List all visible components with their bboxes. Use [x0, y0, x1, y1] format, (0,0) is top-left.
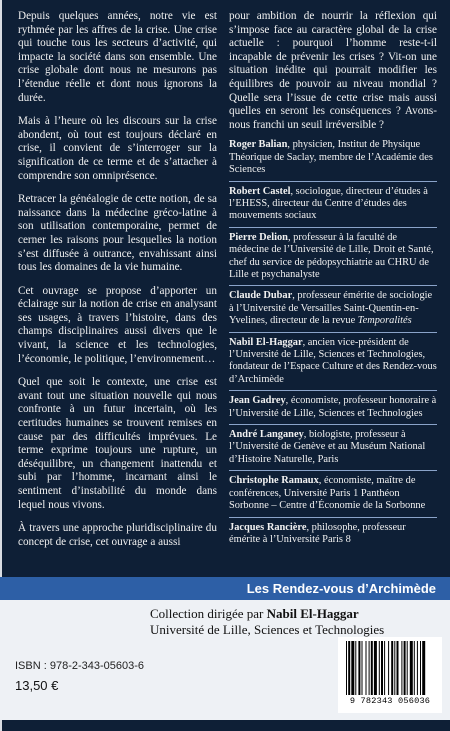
author-description: , ancien vice-président de l’Université de Lille, Sciences et Technologies, fondateur de l’Espace Culture et des Rendez-vous d’Archimède: [229, 336, 437, 385]
blurb-paragraph: Retracer la généalogie de cette notion, de sa naissance dans la médecine gréco-latine à son utilisation contemporaine, permet de cerner les raisons pour lesquelles la notion s’est diffusée à outrance, envahissant ainsi tous les domaines de la vie humaine.: [18, 193, 217, 274]
blurb-paragraph: À travers une approche pluridisciplinaire du concept de crise, cet ouvrage a aussi: [18, 522, 217, 548]
barcode-bar: [371, 641, 373, 695]
author-description: , sociologue, directeur d’études à l’EHESS, directeur du Centre d’études des mouvements sociaux: [229, 185, 428, 222]
author-name: Roger Balian: [229, 139, 288, 151]
series-title: Les Rendez-vous d’Archimède: [0, 577, 450, 600]
author-name: Jean Gadrey: [229, 395, 286, 407]
author-entry: [229, 337, 437, 392]
author-entry: [229, 139, 437, 181]
collection-director: Nabil El-Haggar: [266, 606, 359, 621]
barcode-bar: [404, 641, 406, 695]
price: 13,50 €: [15, 678, 59, 693]
author-name: Nabil El-Haggar: [229, 336, 303, 348]
barcode-bar: [355, 641, 356, 695]
author-entry: [229, 395, 437, 425]
collection-institution: Université de Lille, Sciences et Technologies: [150, 622, 385, 637]
barcode-bar: [420, 641, 421, 695]
barcode-bar: [414, 641, 415, 695]
author-description: , économiste, maître de conférences, Université Paris 1 Panthéon Sorbonne – Centre d’Économie de la Sorbonne: [229, 475, 426, 512]
barcode-bar: [422, 641, 425, 695]
author-entry: [229, 475, 437, 517]
barcode-bar: [366, 641, 367, 695]
barcode-bar: [351, 641, 354, 695]
blurb-paragraph: Cet ouvrage se propose d’apporter un éclairage sur la notion de crise en analysant ses usages, à travers l’histoire, dans des champs disciplinaires aussi divers que le vivant, la science et les technologies, l’économie, le politique, l’environnement…: [18, 284, 217, 365]
blurb-paragraph: Depuis quelques années, notre vie est rythmée par les affres de la crise. Une crise qui touche tous les secteurs d’activité, qui impacte la société dans son ensemble. Une crise globale dont nous ne mesurons pas l’étendue réelle et dont nous ignorons la durée.: [18, 10, 217, 104]
author-entry: [229, 186, 437, 228]
blurb-paragraph: Quel que soit le contexte, une crise est avant tout une situation nouvelle qui nous confronte à un futur incertain, où les certitudes humaines se trouvent remises en cause par des difficultés imprévues. Le terme exprime toujours une rupture, un déséquilibre, un changement inattendu et subi par l’homme, incarnant ainsi le sentiment d’instabilité du monde dans lequel nous vivons.: [18, 376, 217, 511]
author-name: Christophe Ramaux: [229, 475, 319, 487]
isbn: ISBN : 978-2-343-05603-6: [15, 660, 145, 672]
barcode-bar: [391, 641, 393, 695]
barcode-bar: [388, 641, 389, 695]
collection-credit: [150, 606, 440, 638]
barcode-bar: [358, 641, 360, 695]
barcode-bars: [344, 641, 436, 697]
author-description: , professeur émérite de sociologie à l’Université de Versailles Saint-Quentin-en-Yvelines, directeur de la revue: [229, 290, 433, 327]
blurb-paragraph-continued: pour ambition de nourrir la réflexion qui s’impose face au caractère global de la crise actuelle : pourquoi l’homme reste-t-il incapable de prévenir les crises ? Vit-on une situation inédite qui pourrait modifier les équilibres de pouvoir au niveau mondial ? Quelle sera l’issue de cette crise mais aussi quelles en seront les conséquences ? Avons-nous franchi un seuil irréversible ?: [229, 10, 437, 131]
collection-prefix: Collection dirigée par: [150, 606, 267, 621]
blurb-left-column: [18, 10, 217, 559]
barcode: [338, 637, 442, 713]
barcode-bar: [407, 641, 408, 695]
author-description: , professeur à la faculté de médecine de l’Université de Lille, Droit et Santé, chef du service de pédopsychiatrie au CHRU de Lille et psychanalyste: [229, 231, 434, 280]
author-name: Claude Dubar: [229, 290, 293, 302]
author-name: André Langaney: [229, 429, 304, 441]
barcode-bar: [374, 641, 377, 695]
author-name: Jacques Rancière: [229, 521, 307, 533]
author-description: , physicien, Institut de Physique Théorique de Saclay, membre de l’Académie des Sciences: [229, 139, 433, 176]
barcode-bar: [348, 641, 350, 695]
blurb-paragraph: Mais à l’heure où les discours sur la crise abondent, où tout est toujours déclaré en crise, il convient de s’interroger sur la signification de ce terme et de s’attacher à comprendre son omniprésence.: [18, 115, 217, 182]
barcode-bar: [379, 641, 380, 695]
barcode-bar: [362, 641, 363, 695]
collection-director-line: [150, 606, 440, 622]
barcode-bar: [346, 641, 347, 695]
author-description: , biologiste, professeur à l’Université de Genève et au Muséum National d’Histoire Naturelle, Paris: [229, 429, 426, 465]
barcode-bar: [394, 641, 395, 695]
barcode-number: 9 782343 056036: [349, 696, 431, 706]
author-entry: [229, 290, 437, 332]
barcode-bar: [369, 641, 370, 695]
blurb-right-column: [229, 10, 437, 554]
journal-title: Temporalités: [357, 315, 412, 327]
barcode-bar: [381, 641, 383, 695]
barcode-bar: [417, 641, 418, 695]
barcode-bar: [401, 641, 402, 695]
author-name: Pierre Delion: [229, 231, 288, 243]
author-name: Robert Castel: [229, 185, 291, 197]
author-entry: [229, 522, 437, 551]
author-entry: [229, 429, 437, 471]
collection-band: [0, 577, 450, 720]
author-description: , économiste, professeur honoraire à l’Université de Lille, Sciences et Technologies: [229, 395, 437, 419]
barcode-bar: [384, 641, 385, 695]
barcode-bar: [397, 641, 399, 695]
barcode-bar: [410, 641, 413, 695]
author-description: , philosophe, professeur émérite à l’Université Paris 8: [229, 521, 406, 545]
author-entry: [229, 232, 437, 287]
